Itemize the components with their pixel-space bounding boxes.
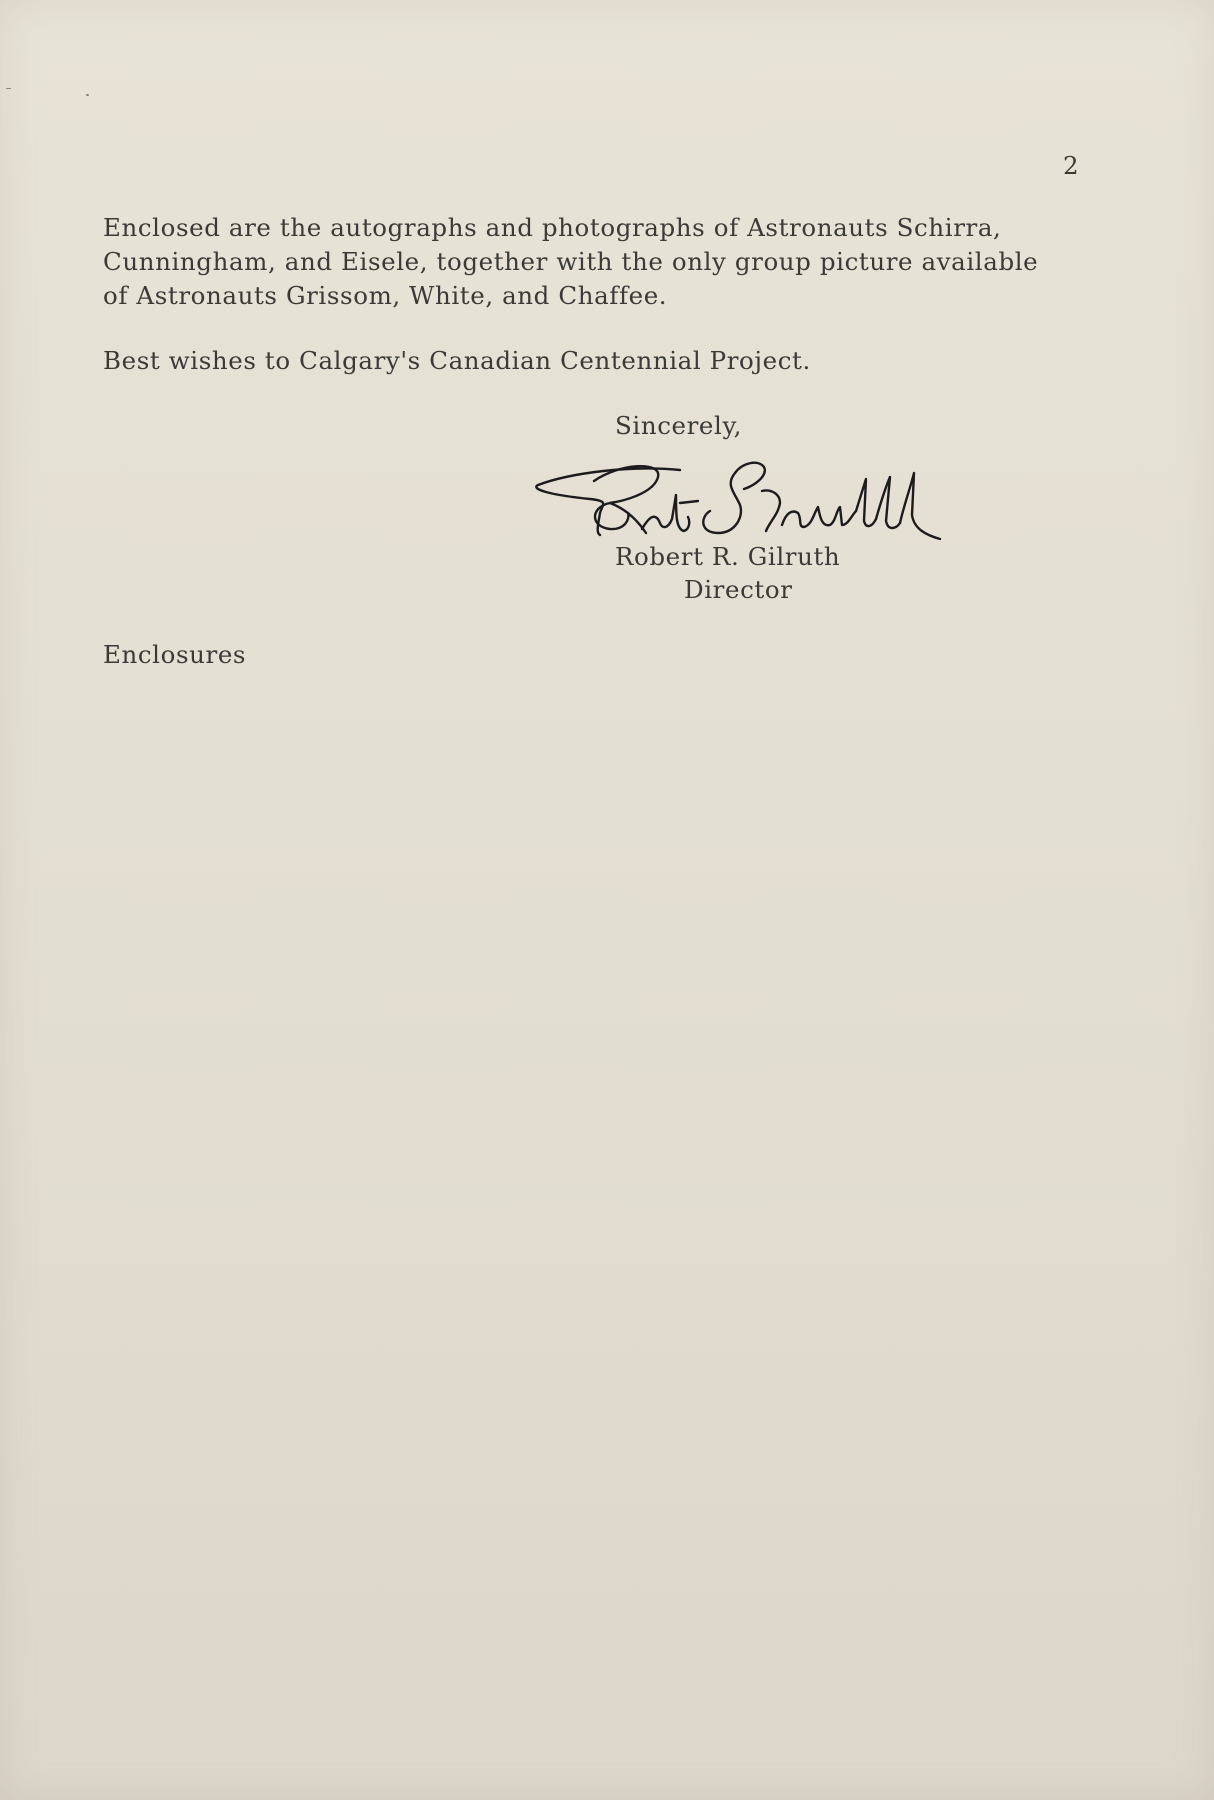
signature-stroke [703,463,765,533]
paper-speck [6,88,11,89]
body-line: Enclosed are the autographs and photographs of Astronauts Schirra, [103,213,1002,242]
page-number: 2 [1063,151,1080,180]
signature-stroke [762,491,780,532]
signer-name: Robert R. Gilruth [615,542,841,571]
signature-stroke [856,479,876,526]
signature-stroke [900,473,940,539]
body-line: Cunningham, and Eisele, together with the only group picture available [103,247,1039,276]
signature-stroke [642,495,689,531]
complimentary-close: Sincerely, [615,411,743,440]
body-line: of Astronauts Grissom, White, and Chaffee. [103,281,668,310]
signature-stroke [876,477,900,528]
signer-title: Director [684,575,793,604]
signature-stroke [782,507,856,527]
handwritten-signature [530,455,970,545]
paper-speck [86,94,89,96]
enclosure-note: Enclosures [103,640,247,669]
closing-paragraph: Best wishes to Calgary's Canadian Centennial Project. [103,346,811,375]
signature-stroke [680,501,698,503]
